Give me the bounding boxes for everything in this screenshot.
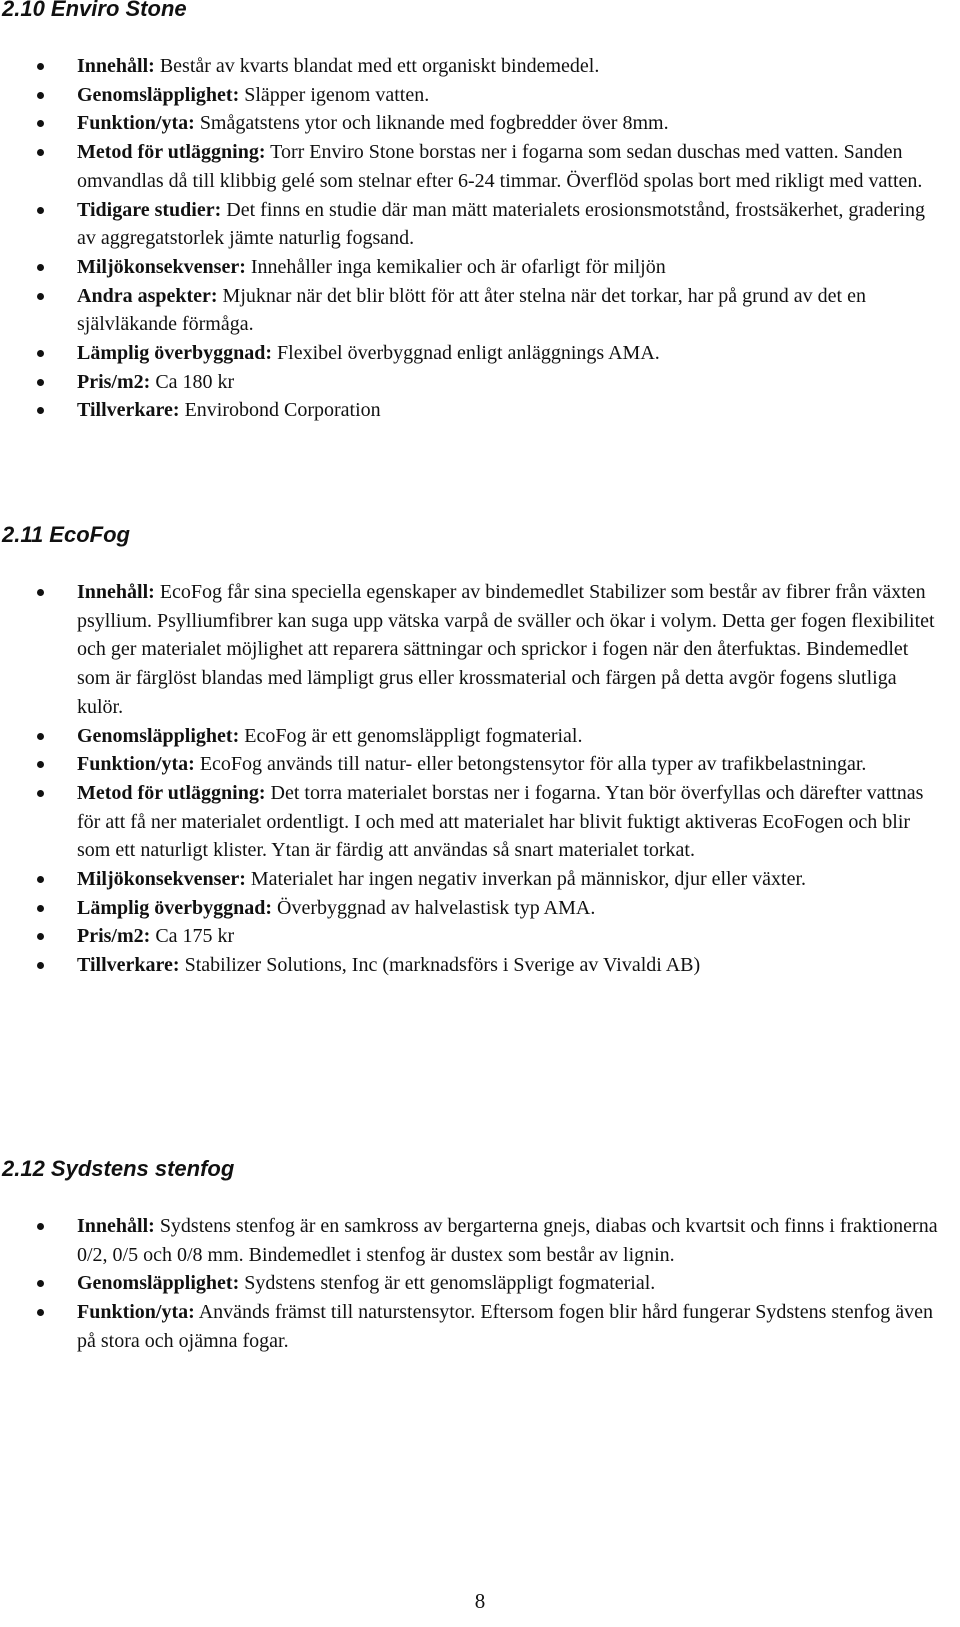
bullet-icon [37, 350, 44, 357]
item-label: Funktion/yta: [77, 112, 195, 135]
item-label: Tidigare studier: [77, 198, 222, 221]
item-text: Smågatstens ytor och liknande med fogbredder över 8mm. [194, 112, 669, 135]
list-item [0, 1212, 960, 1269]
item-text: EcoFog är ett genomsläppligt fogmaterial. [239, 724, 583, 747]
item-text: Envirobond Corporation [179, 399, 381, 422]
section-heading: 2.11 EcoFog [2, 522, 130, 547]
bullet-list [0, 1212, 960, 1356]
item-text: EcoFog används till natur- eller betongstensytor för alla typer av trafikbelastningar. [194, 753, 867, 776]
bullet-icon [37, 962, 44, 969]
item-label: Innehåll: [77, 581, 155, 603]
item-label: Pris/m2: [77, 370, 151, 393]
section-enviro-stone [0, 0, 960, 425]
bullet-icon [37, 933, 44, 940]
item-text: Ca 175 kr [150, 925, 235, 948]
list-item [0, 865, 960, 894]
bullet-icon [37, 905, 44, 912]
section-heading: 2.10 Enviro Stone [2, 0, 187, 21]
bullet-icon [37, 149, 44, 156]
item-label: Innehåll: [77, 55, 155, 77]
item-label: Pris/m2: [77, 925, 151, 948]
item-text: Används främst till naturstensytor. Eftersom fogen blir hård fungerar Sydstens stenfog även på stora och ojämna fogar. [77, 1301, 933, 1352]
item-text: Det finns en studie där man mätt materialets erosionsmotstånd, frostsäkerhet, gradering av aggregatstorlek jämte naturlig fogsand. [77, 198, 925, 250]
list-item [0, 894, 960, 923]
list-item [0, 750, 960, 779]
bullet-icon [37, 379, 44, 386]
list-item [0, 1298, 960, 1355]
bullet-list [0, 52, 960, 425]
item-label: Miljökonsekvenser: [77, 868, 246, 891]
item-text: Materialet har ingen negativ inverkan på människor, djur eller växter. [245, 868, 806, 891]
item-label: Andra aspekter: [77, 284, 218, 307]
item-text: Flexibel överbyggnad enligt anläggnings AMA. [272, 342, 660, 365]
bullet-icon [37, 63, 44, 70]
bullet-icon [37, 876, 44, 883]
bullet-icon [37, 733, 44, 740]
bullet-icon [37, 407, 44, 414]
item-label: Metod för utläggning: [77, 781, 266, 804]
item-label: Tillverkare: [77, 399, 180, 422]
item-text: EcoFog får sina speciella egenskaper av bindemedlet Stabilizer som består av fibrer från växten psyllium. Psylliumfibrer kan suga upp vätska varpå de sväller och ökar i volym. Detta ger fogen flexibilitet och ger materialet möjlighet att reparera sättningar och sprickor i fogen när den återfuktas. Bindemedlet som är färglöst blandas med lämpligt grus eller krossmaterial och färgen på detta avgör fogens slutliga kulör. [77, 581, 935, 718]
list-item [0, 196, 960, 253]
list-item [0, 578, 960, 722]
bullet-icon [37, 1280, 44, 1287]
item-text: Det torra materialet borstas ner i fogarna. Ytan bör överfyllas och därefter vattnas för att få ner materialet ordentligt. I och med att materialet har blivit fuktigt aktiveras EcoFogen och blir som ett naturligt klister. Ytan är färdig att användas så snart materialet torkat. [77, 781, 924, 862]
list-item [0, 779, 960, 865]
section-ecofog [0, 522, 960, 980]
list-item [0, 922, 960, 951]
bullet-icon [37, 1223, 44, 1230]
list-item [0, 722, 960, 751]
item-text: Innehåller inga kemikalier och är ofarligt för miljön [245, 255, 666, 278]
bullet-icon [37, 92, 44, 99]
item-label: Tillverkare: [77, 954, 180, 977]
list-item [0, 52, 960, 81]
item-label: Miljökonsekvenser: [77, 255, 246, 278]
item-label: Funktion/yta: [77, 1301, 195, 1324]
item-label: Innehåll: [77, 1215, 155, 1237]
list-item [0, 253, 960, 282]
bullet-icon [37, 790, 44, 797]
list-item [0, 396, 960, 425]
item-label: Lämplig överbyggnad: [77, 896, 273, 919]
list-item [0, 339, 960, 368]
list-item [0, 951, 960, 980]
list-item [0, 81, 960, 110]
section-heading: 2.12 Sydstens stenfog [2, 1156, 235, 1181]
list-item [0, 282, 960, 339]
item-label: Genomsläpplighet: [77, 724, 240, 747]
item-label: Metod för utläggning: [77, 141, 266, 164]
list-item [0, 138, 960, 195]
bullet-icon [37, 761, 44, 768]
item-text: Mjuknar när det blir blött för att åter stelna när det torkar, har på grund av det en självläkande förmåga. [77, 284, 866, 336]
item-text: Ca 180 kr [150, 370, 235, 393]
item-text: Släpper igenom vatten. [239, 83, 430, 106]
list-item [0, 1269, 960, 1298]
list-item [0, 109, 960, 138]
item-text: Stabilizer Solutions, Inc (marknadsförs i Sverige av Vivaldi AB) [179, 954, 701, 977]
section-sydstens-stenfog [0, 1156, 960, 1356]
item-label: Funktion/yta: [77, 753, 195, 776]
item-label: Genomsläpplighet: [77, 1272, 240, 1295]
item-text: Överbyggnad av halvelastisk typ AMA. [272, 896, 596, 919]
item-text: Består av kvarts blandat med ett organiskt bindemedel. [154, 55, 600, 77]
bullet-icon [37, 589, 44, 596]
bullet-icon [37, 207, 44, 214]
item-label: Genomsläpplighet: [77, 83, 240, 106]
item-text: Sydstens stenfog är en samkross av bergarterna gnejs, diabas och kvartsit och finns i fraktionerna 0/2, 0/5 och 0/8 mm. Bindemedlet i stenfog är dustex som består av lignin. [77, 1215, 938, 1266]
bullet-icon [37, 1309, 44, 1316]
page-number: 8 [474, 1589, 486, 1613]
item-label: Lämplig överbyggnad: [77, 342, 273, 365]
item-text: Sydstens stenfog är ett genomsläppligt fogmaterial. [239, 1272, 656, 1295]
bullet-list [0, 578, 960, 980]
list-item [0, 368, 960, 397]
bullet-icon [37, 264, 44, 271]
bullet-icon [37, 293, 44, 300]
item-text: Torr Enviro Stone borstas ner i fogarna som sedan duschas med vatten. Sanden omvandlas då till klibbig gelé som stelnar efter 6-24 timmar. Överflöd spolas bort med rikligt med vatten. [77, 141, 923, 192]
bullet-icon [37, 120, 44, 127]
